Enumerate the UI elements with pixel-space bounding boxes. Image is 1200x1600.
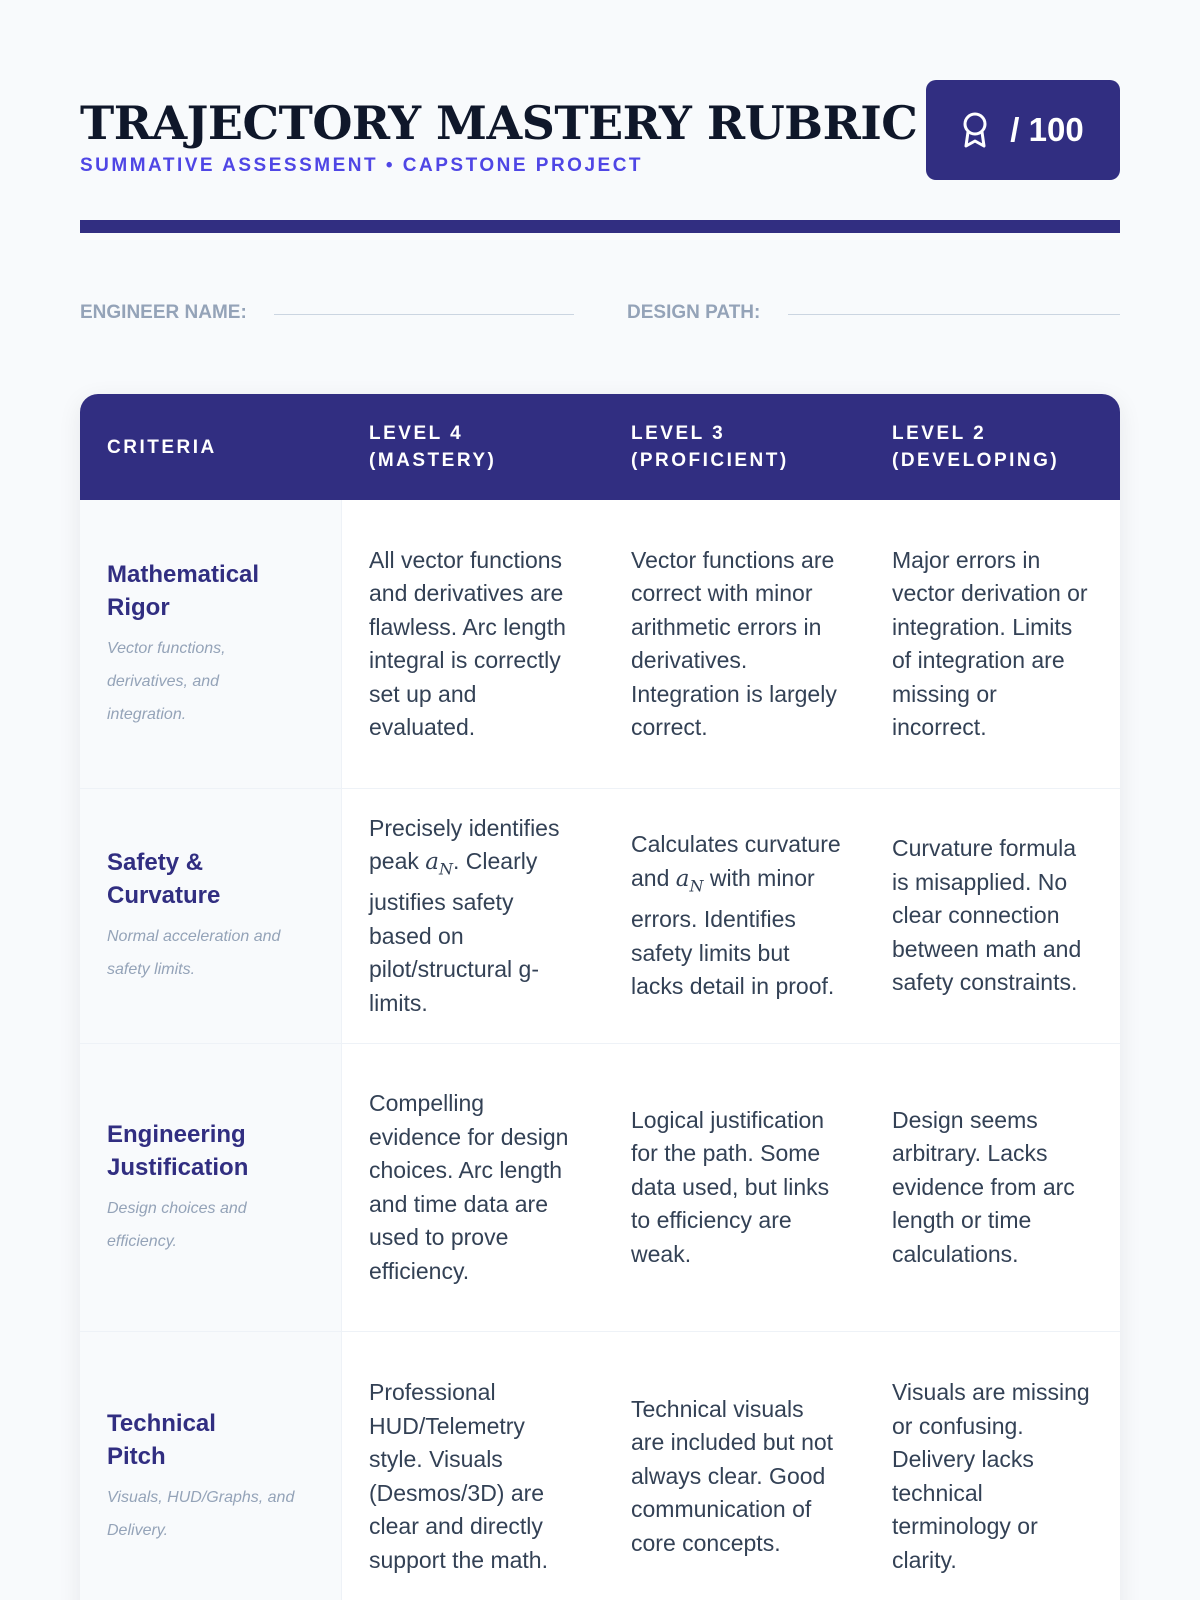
math-symbol: a	[675, 865, 690, 892]
level-3-cell	[604, 789, 865, 1043]
header	[80, 80, 1120, 180]
level-2-cell	[865, 789, 1120, 1043]
math-symbol: a	[425, 849, 439, 876]
level-2-text: Major errors in vector derivation or integration. Limits of integration are missing or incorrect.	[892, 546, 1088, 740]
level-2-text: Visuals are missing or confusing. Delivery lacks technical terminology or clarity.	[892, 1379, 1090, 1573]
level-4-text-post: . Clearly justifies safety based on pilot/structural g-limits.	[369, 848, 540, 1016]
level-4-text: All vector functions and derivatives are flawless. Arc length integral is correctly set up and evaluated.	[369, 546, 566, 740]
header-level-3: LEVEL 3 (PROFICIENT)	[631, 423, 789, 471]
level-4-cell	[342, 1332, 604, 1600]
header-level-2: LEVEL 2 (DEVELOPING)	[892, 423, 1060, 471]
header-divider	[80, 220, 1120, 233]
design-path-label: DESIGN PATH:	[627, 302, 761, 323]
criteria-description: Normal acceleration and safety limits.	[107, 928, 281, 978]
table-row	[80, 1044, 1120, 1332]
table-row	[80, 500, 1120, 789]
level-2-text: Curvature formula is misapplied. No clear connection between math and safety constraints.	[892, 835, 1082, 996]
level-4-text: Compelling evidence for design choices. Arc length and time data are used to prove efficiency.	[369, 1090, 569, 1284]
level-3-cell	[604, 1044, 865, 1331]
level-2-cell	[865, 1332, 1120, 1600]
level-3-text: Vector functions are correct with minor arithmetic errors in derivatives. Integration is largely correct.	[631, 546, 837, 740]
level-3-cell	[604, 1332, 865, 1600]
math-subscript: N	[689, 876, 704, 896]
level-3-text-pre: Calculates curvature and	[631, 831, 841, 891]
engineer-name-field[interactable]	[274, 314, 574, 315]
rubric-table	[80, 394, 1120, 1600]
level-4-text-pre: Precisely identifies peak	[369, 814, 560, 875]
score-label: / 100	[1010, 111, 1084, 148]
criteria-cell	[80, 1044, 342, 1331]
student-fields	[80, 300, 1120, 328]
level-4-text	[369, 812, 580, 1021]
level-2-text: Design seems arbitrary. Lacks evidence from arc length or time calculations.	[892, 1106, 1075, 1267]
level-3-text: Logical justification for the path. Some data used, but links to efficiency are weak.	[631, 1106, 830, 1267]
normal-acceleration-symbol	[675, 865, 704, 896]
math-subscript: N	[438, 859, 453, 879]
criteria-name: Mathematical Rigor	[107, 560, 260, 621]
criteria-name: Engineering Justification	[107, 1120, 249, 1181]
level-3-cell	[604, 500, 865, 788]
design-path-field[interactable]	[788, 314, 1120, 315]
level-2-cell	[865, 1044, 1120, 1331]
header-criteria: CRITERIA	[107, 436, 217, 458]
level-3-text: Technical visuals are included but not always clear. Good communication of core concepts.	[631, 1395, 834, 1556]
normal-acceleration-symbol	[425, 849, 453, 879]
criteria-description: Design choices and efficiency.	[107, 1199, 247, 1250]
level-2-cell	[865, 500, 1120, 788]
table-row	[80, 1332, 1120, 1600]
header-level-4: LEVEL 4 (MASTERY)	[369, 423, 497, 471]
criteria-description: Visuals, HUD/Graphs, and Delivery.	[107, 1488, 295, 1539]
criteria-cell	[80, 1332, 342, 1600]
table-row	[80, 789, 1120, 1044]
level-4-cell	[342, 1044, 604, 1331]
level-3-text-post: with minor errors. Identifies safety limits but lacks detail in proof.	[631, 864, 835, 1000]
page-subtitle: SUMMATIVE ASSESSMENT • CAPSTONE PROJECT	[80, 155, 644, 176]
engineer-name-label: ENGINEER NAME:	[80, 302, 247, 323]
criteria-cell	[80, 789, 342, 1043]
level-4-cell	[342, 500, 604, 788]
score-badge	[926, 80, 1120, 180]
page-title: TRAJECTORY MASTERY RUBRIC	[80, 96, 918, 150]
award-ribbon-icon	[962, 111, 988, 149]
table-header	[80, 394, 1120, 500]
level-4-text: Professional HUD/Telemetry style. Visuals (Desmos/3D) are clear and directly support the math.	[369, 1379, 548, 1573]
level-3-text	[631, 828, 841, 1003]
criteria-name: Technical Pitch	[107, 1409, 216, 1470]
criteria-description: Vector functions, derivatives, and integration.	[107, 639, 226, 723]
criteria-cell	[80, 500, 342, 788]
level-4-cell	[342, 789, 604, 1043]
criteria-name: Safety & Curvature	[107, 849, 221, 909]
